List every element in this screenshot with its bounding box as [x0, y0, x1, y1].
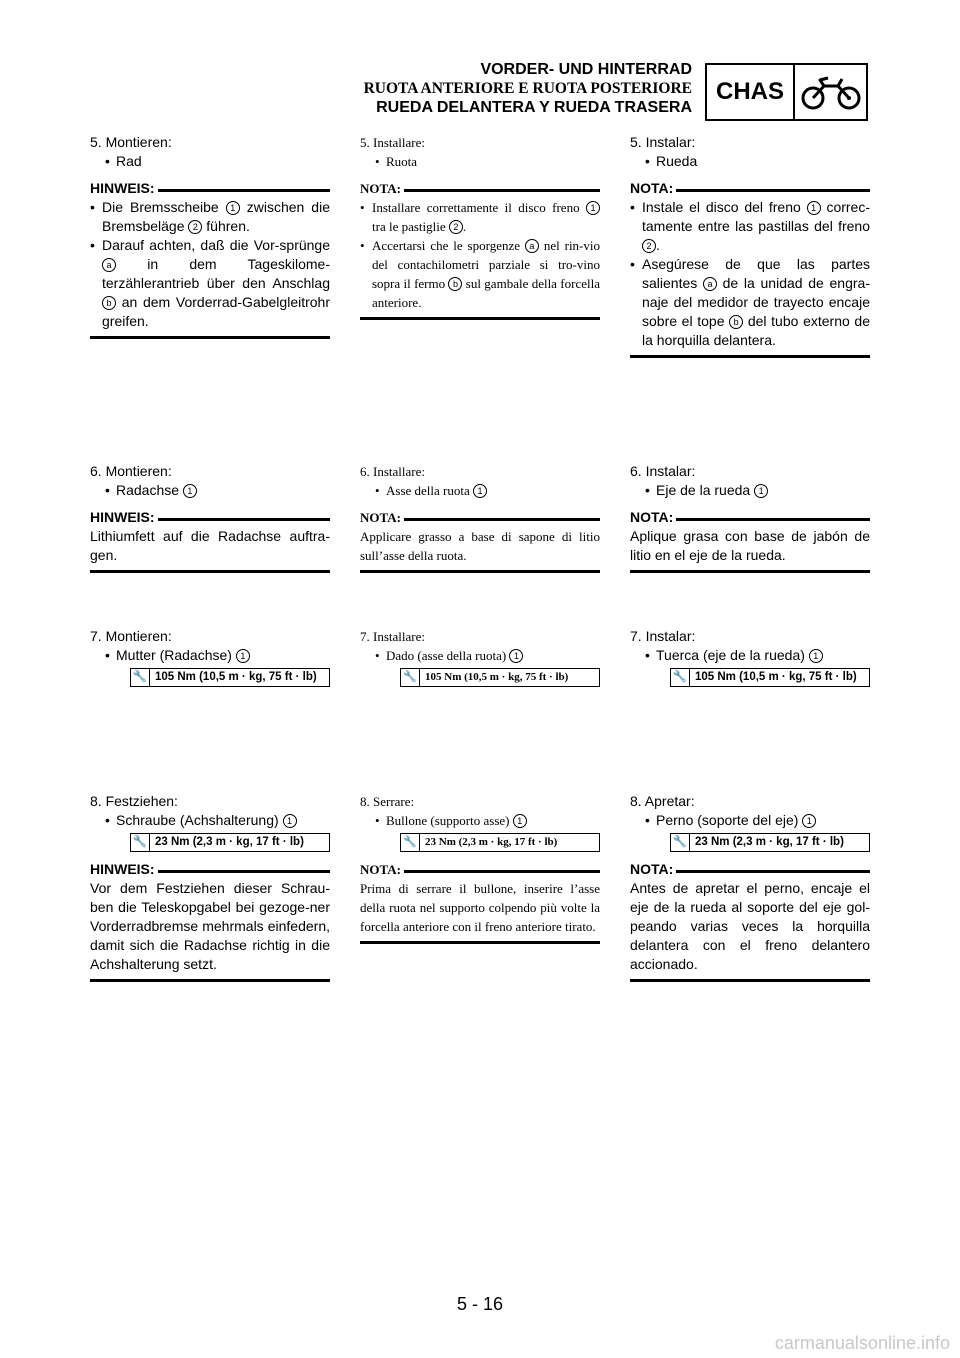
- step-item: • Mutter (Radachse) 1: [90, 646, 330, 665]
- step-title: 5. Montieren:: [90, 134, 172, 150]
- note-bullet: • Instale el disco del freno 1 correc-tamente entre las pastillas del freno 2 .: [630, 198, 870, 255]
- note-bullet: • Darauf achten, daß die Vor-sprünge a in dem Tageskilome-terzählerantrieb über den Anschlag b an dem Vorderrad-Gabelgleitrohr greifen.: [90, 236, 330, 331]
- note-box: [630, 179, 870, 358]
- note-text: Aplique grasa con base de jabón de litio en el eje de la rueda.: [630, 528, 870, 563]
- step-title: 5. Installare:: [360, 135, 425, 150]
- note-label: NOTA:: [360, 510, 401, 525]
- step-title: 7. Instalar:: [630, 628, 696, 644]
- chas-label: CHAS: [707, 65, 795, 119]
- torque-spec: 🔧 23 Nm (2,3 m · kg, 17 ft · lb): [400, 833, 600, 852]
- step-8: [360, 792, 600, 944]
- header-title-es: RUEDA DELANTERA Y RUEDA TRASERA: [376, 99, 692, 116]
- step-item: • Tuerca (eje de la rueda) 1: [630, 646, 870, 665]
- torque-spec: 🔧 105 Nm (10,5 m · kg, 75 ft · lb): [670, 668, 870, 687]
- note-bullet: • Installare correttamente il disco freno 1 tra le pastiglie 2 .: [360, 198, 600, 236]
- note-box: [360, 860, 600, 944]
- note-text: Lithiumfett auf die Radachse auftra-gen.: [90, 528, 330, 563]
- motorcycle-icon: [795, 65, 866, 119]
- torque-spec: 🔧 105 Nm (10,5 m · kg, 75 ft · lb): [130, 668, 330, 687]
- step-title: 7. Montieren:: [90, 628, 172, 644]
- note-box: [630, 860, 870, 982]
- step-item: • Asse della ruota 1: [360, 481, 600, 500]
- note-label: HINWEIS:: [90, 861, 155, 877]
- step-item: • Perno (soporte del eje) 1: [630, 811, 870, 830]
- step-8: [90, 792, 330, 982]
- step-item: • Ruota: [360, 152, 600, 171]
- step-6: [90, 462, 330, 573]
- page-number: 5 - 16: [456, 1294, 504, 1314]
- torque-spec: 🔧 105 Nm (10,5 m · kg, 75 ft · lb): [400, 668, 600, 687]
- note-label: HINWEIS:: [90, 180, 155, 196]
- note-box: [360, 179, 600, 320]
- step-item: • Dado (asse della ruota) 1: [360, 646, 600, 665]
- wrench-icon: 🔧: [131, 669, 150, 686]
- step-item: • Rueda: [630, 152, 870, 171]
- step-title: 6. Instalar:: [630, 463, 696, 479]
- step-7: [630, 627, 870, 687]
- step-title: 8. Serrare:: [360, 794, 415, 809]
- note-text: Applicare grasso a base di sapone di litio sull’asse della ruota.: [360, 529, 600, 563]
- step-7: [90, 627, 330, 687]
- note-text: Prima di serrare il bullone, inserire l’asse della ruota nel supporto colpendo più volte la forcella anteriore con il freno anteriore tirato.: [360, 881, 600, 934]
- header-title-de: VORDER- UND HINTERRAD: [480, 61, 692, 78]
- step-7: [360, 627, 600, 687]
- header-title-it: RUOTA ANTERIORE E RUOTA POSTERIORE: [363, 80, 692, 97]
- note-label: NOTA:: [630, 861, 674, 877]
- note-box: [360, 508, 600, 573]
- note-label: NOTA:: [360, 181, 401, 196]
- note-label: NOTA:: [360, 862, 401, 877]
- step-title: 8. Apretar:: [630, 793, 695, 809]
- wrench-icon: 🔧: [401, 669, 420, 686]
- chas-badge: [705, 63, 868, 121]
- note-text: Antes de apretar el perno, encaje el eje de la rueda al soporte del eje gol-peando varias veces la horquilla delantera con el freno delantero accionado.: [630, 880, 870, 972]
- step-title: 6. Installare:: [360, 464, 425, 479]
- step-8: [630, 792, 870, 982]
- step-item: • Eje de la rueda 1: [630, 481, 870, 500]
- note-bullet: • Accertarsi che le sporgenze a nel rin-vio del contachilometri parziale si tro-vino sopra il fermo b sul gambale della forcella anteriore.: [360, 236, 600, 312]
- note-text: Vor dem Festziehen dieser Schrau-ben die Teleskopgabel bei gezoge-ner Vorderradbremse mehrmals einfedern, damit sich die Radachse richtig in die Achshalterung setzt.: [90, 880, 330, 972]
- step-item: • Radachse 1: [90, 481, 330, 500]
- step-title: 5. Instalar:: [630, 134, 696, 150]
- wrench-icon: 🔧: [131, 834, 150, 851]
- step-title: 6. Montieren:: [90, 463, 172, 479]
- step-5: [90, 133, 330, 339]
- note-box: [90, 860, 330, 982]
- wrench-icon: 🔧: [671, 834, 690, 851]
- section-header: [364, 60, 692, 117]
- note-label: NOTA:: [630, 509, 674, 525]
- wrench-icon: 🔧: [401, 834, 420, 851]
- torque-spec: 🔧 23 Nm (2,3 m · kg, 17 ft · lb): [670, 833, 870, 852]
- note-label: HINWEIS:: [90, 509, 155, 525]
- step-5: [360, 133, 600, 320]
- step-6: [360, 462, 600, 573]
- step-item: • Bullone (supporto asse) 1: [360, 811, 600, 830]
- step-item: • Rad: [90, 152, 330, 171]
- note-box: [630, 508, 870, 573]
- step-6: [630, 462, 870, 573]
- step-title: 8. Festziehen:: [90, 793, 178, 809]
- note-label: NOTA:: [630, 180, 674, 196]
- watermark: carmanualsonline.info: [774, 1333, 950, 1353]
- note-bullet: • Die Bremsscheibe 1 zwischen die Bremsbeläge 2 führen.: [90, 198, 330, 236]
- step-title: 7. Installare:: [360, 629, 425, 644]
- step-5: [630, 133, 870, 358]
- wrench-icon: 🔧: [671, 669, 690, 686]
- note-bullet: • Asegúrese de que las partes salientes a de la unidad de engra-naje del medidor de trayecto encaje sobre el tope b del tubo externo de la horquilla delantera.: [630, 255, 870, 350]
- note-box: [90, 508, 330, 573]
- step-item: • Schraube (Achshalterung) 1: [90, 811, 330, 830]
- note-box: [90, 179, 330, 339]
- torque-spec: 🔧 23 Nm (2,3 m · kg, 17 ft · lb): [130, 833, 330, 852]
